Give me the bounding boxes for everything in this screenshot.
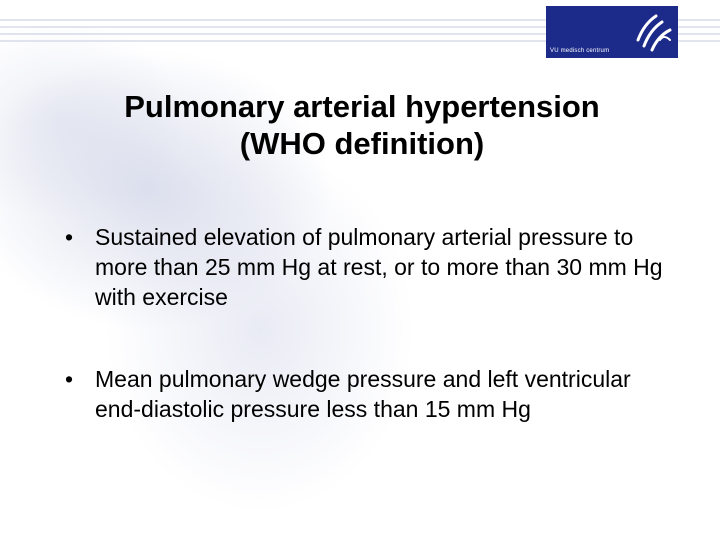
logo-mark-icon (630, 10, 674, 54)
bullet-item-1 (58, 222, 678, 312)
bullet-marker: • (65, 366, 74, 392)
slide-title-line-2: (WHO definition) (239, 126, 485, 161)
bullet-marker: • (65, 224, 74, 250)
bullet-item-2 (58, 364, 678, 424)
logo-text: VU medisch centrum (550, 48, 610, 54)
slide-title (40, 88, 684, 162)
slide-title-line-1: Pulmonary arterial hypertension (124, 89, 600, 124)
bullet-text: Mean pulmonary wedge pressure and left ventricular end-diastolic pressure less than 15 mm Hg (95, 366, 631, 422)
vumc-logo (546, 6, 678, 58)
bullet-list (58, 222, 678, 424)
bullet-text: Sustained elevation of pulmonary arterial pressure to more than 25 mm Hg at rest, or to more than 30 mm Hg with exercise (95, 224, 663, 310)
